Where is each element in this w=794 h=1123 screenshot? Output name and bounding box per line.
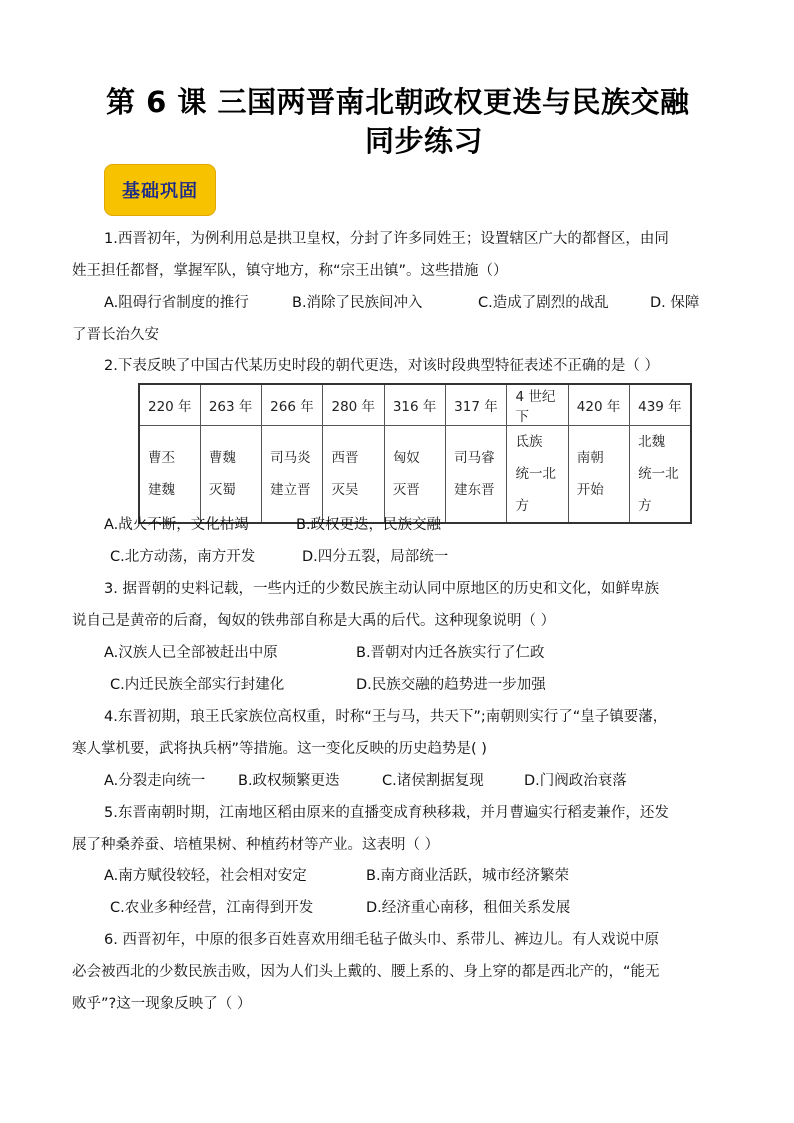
q1-option-d-cont: 了晋长治久安 <box>72 327 159 343</box>
q4-option-c: C.诸侯割据复现 <box>382 773 484 789</box>
q4-stem-line1: 4.东晋初期，琅王氏家族位高权重，时称“王与马，共天下”;南朝则实行了“皇子镇要藩， <box>104 709 668 725</box>
section-badge-label: 基础巩固 <box>122 181 198 202</box>
q1-option-c: C.造成了剧烈的战乱 <box>478 295 609 311</box>
q5-option-b: B.南方商业活跃，城市经济繁荣 <box>366 868 570 884</box>
q1-option-d: D. 保障 <box>650 295 700 311</box>
q2-option-b: B.政权更迭，民族交融 <box>296 517 442 533</box>
q3-stem-line2: 说自己是黄帝的后裔，匈奴的铁弗部自称是大禹的后代。这种现象说明（ ） <box>72 613 556 629</box>
q3-option-d: D.民族交融的趋势进一步加强 <box>356 677 546 693</box>
q4-option-d: D.门阀政治衰落 <box>524 773 627 789</box>
q2-option-d: D.四分五裂，局部统一 <box>302 549 449 565</box>
event-cell: 曹丕 建魏 <box>139 426 200 524</box>
table-row <box>139 384 691 426</box>
q4-option-b: B.政权频繁更迭 <box>238 773 340 789</box>
q4-option-a: A.分裂走向统一 <box>104 773 206 789</box>
lesson-title: 第 6 课 三国两晋南北朝政权更迭与民族交融 <box>106 85 690 119</box>
year-cell: 4 世纪下 <box>507 384 568 426</box>
q5-stem-line2: 展了种桑养蚕、培植果树、种植药材等产业。这表明（ ） <box>72 837 440 853</box>
lesson-subtitle: 同步练习 <box>365 124 484 158</box>
q5-option-a: A.南方赋役较轻，社会相对安定 <box>104 868 307 884</box>
event-cell: 司马睿 建东晋 <box>446 426 507 524</box>
q3-option-a: A.汉族人已全部被赶出中原 <box>104 645 278 661</box>
year-cell: 220 年 <box>139 384 200 426</box>
dynasty-table <box>138 383 692 524</box>
event-cell: 西晋 灭吴 <box>323 426 384 524</box>
event-cell: 匈奴 灭晋 <box>384 426 445 524</box>
q3-stem-line1: 3. 据晋朝的史料记载，一些内迁的少数民族主动认同中原地区的历史和文化，如鲜卑族 <box>104 581 659 597</box>
q6-stem-line2: 必会被西北的少数民族击败，因为人们头上戴的、腰上系的、身上穿的都是西北产的，“能无 <box>72 964 660 980</box>
year-cell: 317 年 <box>446 384 507 426</box>
year-cell: 266 年 <box>262 384 323 426</box>
q4-stem-line2: 寒人掌机要，武将执兵柄”等措施。这一变化反映的历史趋势是( ) <box>72 741 487 757</box>
q6-stem-line3: 败乎”?这一现象反映了（ ） <box>72 996 252 1012</box>
year-cell: 263 年 <box>200 384 261 426</box>
year-cell: 280 年 <box>323 384 384 426</box>
q2-stem: 2.下表反映了中国古代某历史时段的朝代更迭，对该时段典型特征表述不正确的是（ ） <box>104 358 659 374</box>
q5-option-c: C.农业多种经营，江南得到开发 <box>110 900 314 916</box>
q1-stem-line2: 姓王担任都督，掌握军队，镇守地方，称“宗王出镇”。这些措施（） <box>72 263 508 279</box>
q1-stem-line1: 1.西晋初年，为例利用总是拱卫皇权，分封了许多同姓王；设置辖区广大的都督区，由同 <box>104 231 669 247</box>
q6-stem-line1: 6. 西晋初年，中原的很多百姓喜欢用细毛毡子做头巾、系带儿、裤边儿。有人戏说中原 <box>104 932 659 948</box>
q1-option-b: B.消除了民族间冲入 <box>292 295 423 311</box>
event-cell: 北魏 统一北方 <box>630 426 691 524</box>
q2-option-a: A.战火不断，文化枯竭 <box>104 517 249 533</box>
year-cell: 420 年 <box>568 384 629 426</box>
q3-option-b: B.晋朝对内迁各族实行了仁政 <box>356 645 545 661</box>
year-cell: 439 年 <box>630 384 691 426</box>
q5-option-d: D.经济重心南移，租佃关系发展 <box>366 900 571 916</box>
q3-option-c: C.内迁民族全部实行封建化 <box>110 677 285 693</box>
event-cell: 南朝 开始 <box>568 426 629 524</box>
table-row <box>139 426 691 524</box>
q5-stem-line1: 5.东晋南朝时期，江南地区稻由原来的直播变成育秧移栽，并月曹遍实行稻麦兼作，还发 <box>104 805 669 821</box>
year-cell: 316 年 <box>384 384 445 426</box>
q1-option-a: A.阻碍行省制度的推行 <box>104 295 249 311</box>
section-badge <box>104 164 216 216</box>
event-cell: 司马炎 建立晋 <box>262 426 323 524</box>
event-cell: 曹魏 灭蜀 <box>200 426 261 524</box>
q2-option-c: C.北方动荡，南方开发 <box>110 549 256 565</box>
event-cell: 氐族 统一北方 <box>507 426 568 524</box>
